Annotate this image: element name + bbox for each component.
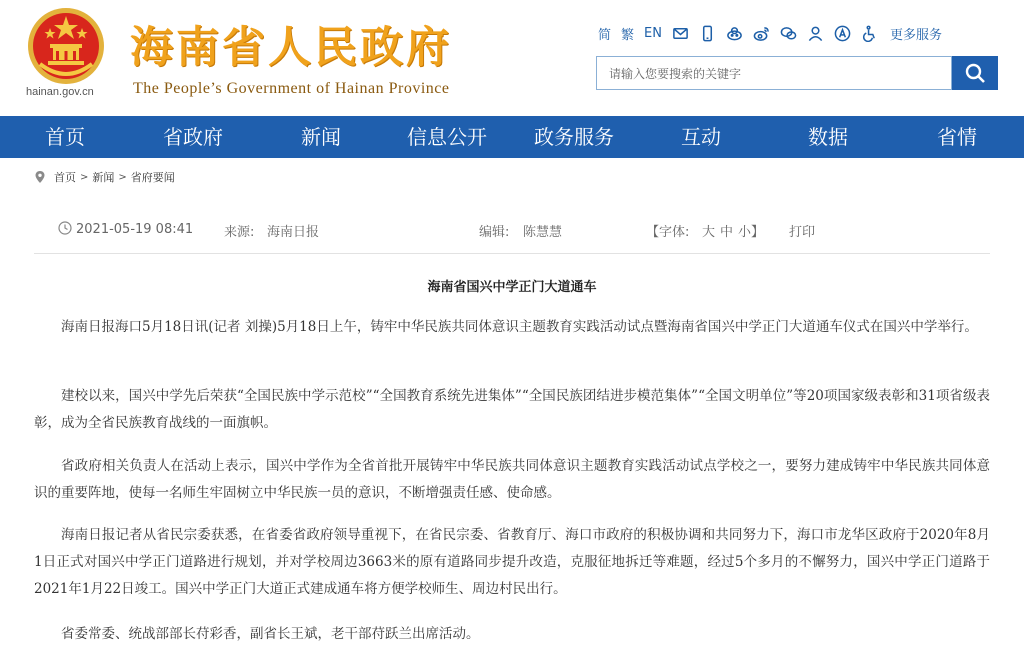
font-size-label: 【字体: xyxy=(646,225,690,240)
nav-information-disclosure[interactable]: 信息公开 xyxy=(407,125,487,149)
publish-datetime: 2021-05-19 08:41 xyxy=(76,222,194,237)
nav-province-overview[interactable]: 省情 xyxy=(937,125,977,149)
location-pin-icon xyxy=(34,170,46,184)
article-paragraph-5: 省委常委、统战部部长苻彩香，副省长王斌，老干部苻跃兰出席活动。 xyxy=(61,626,480,642)
publish-time xyxy=(58,221,193,237)
wechat-icon[interactable] xyxy=(780,24,798,42)
sina-weibo-icon[interactable] xyxy=(753,24,771,42)
site-title[interactable]: 海南省人民政府 xyxy=(130,23,452,73)
article-paragraph-4: 海南日报记者从省民宗委获悉，在省委省政府领导重视下，在省民宗委、省教育厅、海口市政府的积极协调和共同努力下，海口市龙华区政府于2020年8月1日正式对国兴中学正门道路进行规划，并对学校周边3663米的原有道路同步提升改造，克服征地拆迁等难题，经过5个多月的不懈努力，国兴中学正门道路于2021年1月22日竣工。国兴中学正门大道正式建成通车将方便学校师生、周边村民出行。 xyxy=(34,527,990,597)
site-subtitle: The People’s Government of Hainan Province xyxy=(133,80,450,97)
print-link[interactable]: 打印 xyxy=(789,225,816,240)
nav-news[interactable]: 新闻 xyxy=(301,125,341,149)
mobile-icon[interactable] xyxy=(699,24,717,42)
breadcrumb xyxy=(34,168,175,186)
simplified-chinese-link[interactable]: 简 xyxy=(598,27,612,43)
breadcrumb-home[interactable]: 首页 xyxy=(54,171,76,184)
accessibility-icon[interactable] xyxy=(834,24,852,42)
breadcrumb-provincial-news[interactable]: 省府要闻 xyxy=(130,171,175,184)
breadcrumb-news[interactable]: 新闻 xyxy=(92,171,115,184)
article-paragraph-3: 省政府相关负责人在活动上表示，国兴中学作为全省首批开展铸牢中华民族共同体意识主题教育实践活动试点学校之一，要努力建成铸牢中华民族共同体意识的重要阵地，使每一名师生牢固树立中华民族一员的意识，不断增强责任感、使命感。 xyxy=(34,458,990,501)
search-icon xyxy=(964,62,986,84)
breadcrumb-separator-icon: > xyxy=(80,171,89,183)
search-input[interactable] xyxy=(596,56,952,90)
source-label: 来源: xyxy=(224,225,255,240)
traditional-chinese-link[interactable]: 繁 xyxy=(621,27,635,43)
article-meta xyxy=(34,206,990,254)
nav-home[interactable]: 首页 xyxy=(45,125,85,149)
main-nav xyxy=(0,116,1024,158)
article-paragraph-2: 建校以来，国兴中学先后荣获“全国民族中学示范校”“全国教育系统先进集体”“全国民族团结进步模范集体”“全国文明单位”等20项国家级表彰和31项省级表彰，成为全省民族教育战线的一面旗帜。 xyxy=(34,388,990,431)
article-paragraph-1: 海南日报海口5月18日讯(记者 刘操)5月18日上午，铸牢中华民族共同体意识主题教育实践活动试点暨海南省国兴中学正门大道通车仪式在国兴中学举行。 xyxy=(61,319,978,335)
breadcrumb-separator-icon: > xyxy=(118,171,127,183)
search-placeholder: 请输入您要搜索的关键字 xyxy=(609,66,742,81)
nav-data[interactable]: 数据 xyxy=(808,125,848,149)
editor-label: 编辑: xyxy=(479,225,510,240)
tencent-weibo-icon[interactable] xyxy=(726,24,744,42)
source-value: 海南日报 xyxy=(267,225,320,240)
user-icon[interactable] xyxy=(807,24,825,42)
nav-interaction[interactable]: 互动 xyxy=(681,125,721,149)
mail-icon[interactable] xyxy=(672,24,690,42)
site-domain: hainan.gov.cn xyxy=(26,86,94,98)
article-title: 海南省国兴中学正门大道通车 xyxy=(427,280,597,295)
search-button[interactable] xyxy=(952,56,998,90)
clock-icon xyxy=(58,221,72,235)
site-header xyxy=(0,0,1024,116)
editor-value: 陈慧慧 xyxy=(523,225,563,240)
wheelchair-icon[interactable] xyxy=(861,24,879,42)
more-services-link[interactable]: 更多服务 xyxy=(889,27,942,43)
nav-government-services[interactable]: 政务服务 xyxy=(534,125,614,149)
national-emblem-logo[interactable] xyxy=(26,6,106,86)
english-link[interactable]: EN xyxy=(644,25,662,41)
nav-provincial-government[interactable]: 省政府 xyxy=(163,125,223,149)
font-size-medium[interactable]: 中 xyxy=(720,225,734,240)
font-size-small[interactable]: 小】 xyxy=(738,225,765,240)
top-toolbar xyxy=(598,22,942,44)
font-size-large[interactable]: 大 xyxy=(702,225,716,240)
